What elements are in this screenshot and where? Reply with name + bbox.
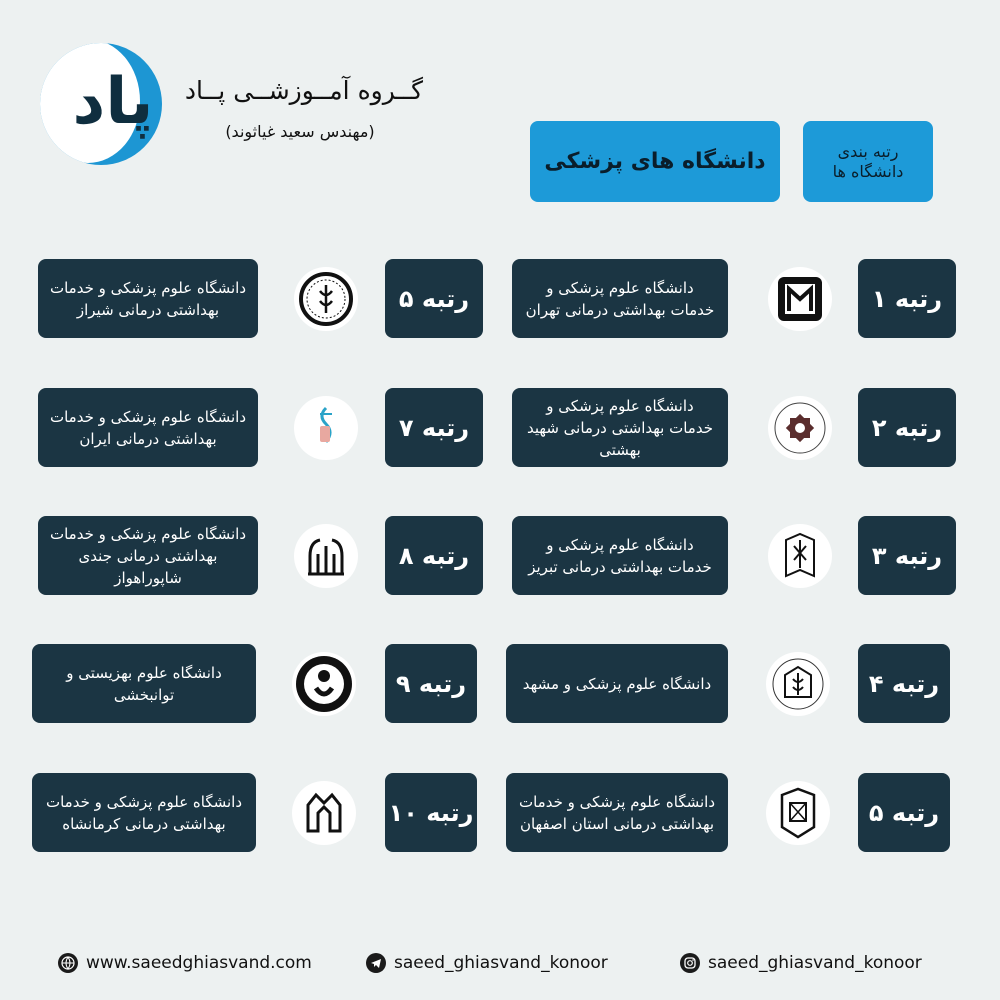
brand-subtitle: (مهندس سعید غیاثوند) — [225, 122, 375, 141]
website-link[interactable]: www.saeedghiasvand.com — [86, 953, 312, 973]
mashhad-emblem-icon — [766, 652, 830, 716]
university-name-r2: دانشگاه علوم پزشکی و خدمات بهداشتی درمانی شهید بهشتی — [512, 388, 728, 467]
rank-badge-l1: رتبه ۵ — [385, 259, 483, 338]
rank-badge-l5: رتبه ۱۰ — [385, 773, 477, 852]
brand-title: گــروه آمــوزشــی پــاد — [184, 76, 424, 105]
university-name-l2: دانشگاه علوم پزشکی و خدمات بهداشتی درمانی ایران — [38, 388, 258, 467]
emblem-l4 — [274, 644, 374, 723]
emblem-l2 — [276, 388, 376, 467]
shiraz-emblem-icon — [294, 267, 358, 331]
instagram-handle[interactable]: saeed_ghiasvand_konoor — [708, 953, 922, 973]
emblem-l1 — [276, 259, 376, 338]
university-name-l1: دانشگاه علوم پزشکی و خدمات بهداشتی درمانی شیراز — [38, 259, 258, 338]
university-name-l4: دانشگاه علوم بهزیستی و توانبخشی — [32, 644, 256, 723]
footer-telegram[interactable] — [366, 950, 656, 976]
emblem-r2 — [750, 388, 850, 467]
emblem-r1 — [750, 259, 850, 338]
tehran-emblem-icon — [768, 267, 832, 331]
rank-badge-r4: رتبه ۴ — [858, 644, 950, 723]
university-name-r1: دانشگاه علوم پزشکی و خدمات بهداشتی درمانی تهران — [512, 259, 728, 338]
rank-badge-l4: رتبه ۹ — [385, 644, 477, 723]
university-name-l5: دانشگاه علوم پزشکی و خدمات بهداشتی درمانی کرمانشاه — [32, 773, 256, 852]
emblem-l3 — [276, 516, 376, 595]
rank-badge-l3: رتبه ۸ — [385, 516, 483, 595]
pad-logo — [40, 43, 162, 165]
rank-badge-r3: رتبه ۳ — [858, 516, 956, 595]
tabriz-emblem-icon — [768, 524, 832, 588]
emblem-l5 — [274, 773, 374, 852]
rank-badge-r1: رتبه ۱ — [858, 259, 956, 338]
main-title: دانشگاه های پزشکی — [530, 121, 780, 202]
university-name-l3: دانشگاه علوم پزشکی و خدمات بهداشتی درمانی جندی شاپوراهواز — [38, 516, 258, 595]
iran-emblem-icon — [294, 396, 358, 460]
footer-website[interactable] — [58, 950, 348, 976]
rank-badge-r5: رتبه ۵ — [858, 773, 950, 852]
footer-instagram[interactable] — [680, 950, 970, 976]
isfahan-emblem-icon — [766, 781, 830, 845]
side-title: رتبه بندی دانشگاه ها — [803, 121, 933, 202]
telegram-icon — [366, 953, 386, 973]
kermanshah-emblem-icon — [292, 781, 356, 845]
emblem-r3 — [750, 516, 850, 595]
globe-icon — [58, 953, 78, 973]
instagram-icon — [680, 953, 700, 973]
university-name-r4: دانشگاه علوم پزشکی و مشهد — [506, 644, 728, 723]
telegram-handle[interactable]: saeed_ghiasvand_konoor — [394, 953, 608, 973]
logo-text: پاد — [72, 65, 154, 139]
emblem-r5 — [748, 773, 848, 852]
rank-badge-l2: رتبه ۷ — [385, 388, 483, 467]
university-name-r3: دانشگاه علوم پزشکی و خدمات بهداشتی درمانی تبریز — [512, 516, 728, 595]
university-name-r5: دانشگاه علوم پزشکی و خدمات بهداشتی درمانی استان اصفهان — [506, 773, 728, 852]
ahvaz-emblem-icon — [294, 524, 358, 588]
rank-badge-r2: رتبه ۲ — [858, 388, 956, 467]
behzisti-emblem-icon — [292, 652, 356, 716]
beheshti-emblem-icon — [768, 396, 832, 460]
emblem-r4 — [748, 644, 848, 723]
